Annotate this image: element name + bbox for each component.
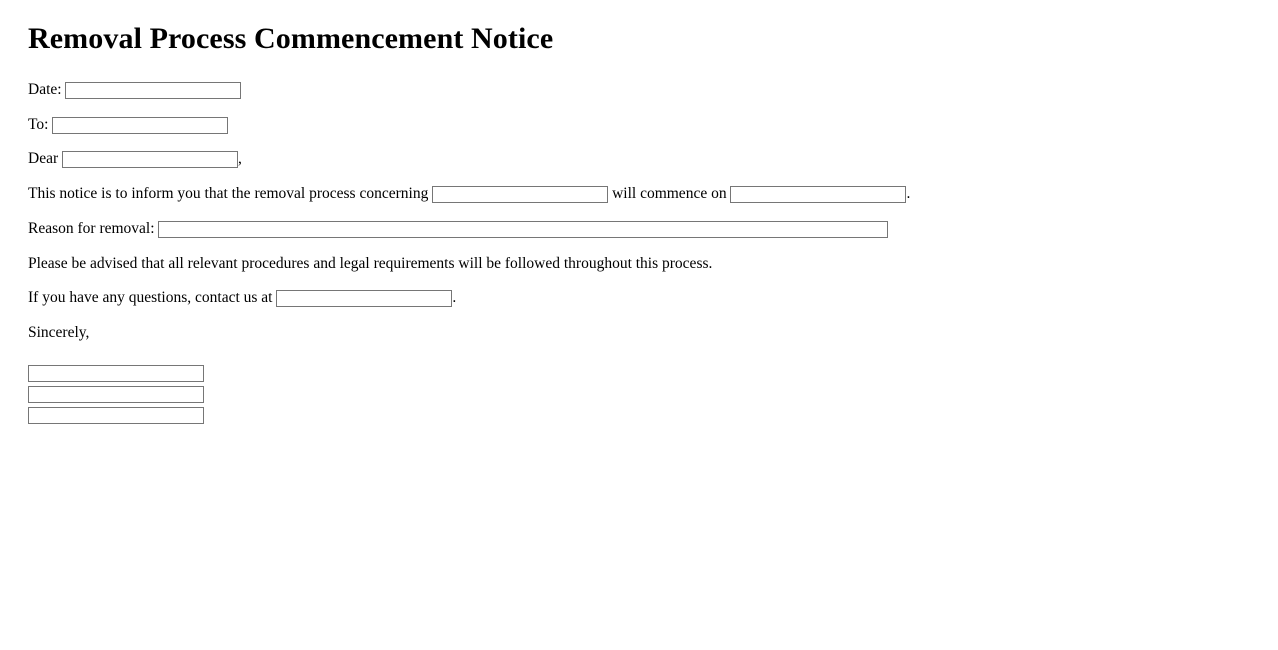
dear-label: Dear <box>28 150 59 168</box>
salutation-name-input[interactable] <box>62 151 238 168</box>
closing-line <box>28 324 1250 343</box>
signature-organization-input[interactable] <box>28 407 204 424</box>
subject-input[interactable] <box>432 186 608 203</box>
notice-body-line <box>28 185 1250 204</box>
signature-title-input[interactable] <box>28 386 204 403</box>
reason-label: Reason for removal: <box>28 220 155 238</box>
date-input[interactable] <box>65 82 241 99</box>
to-label: To: <box>28 115 49 133</box>
contact-input[interactable] <box>276 290 452 307</box>
notice-prefix-text: This notice is to inform you that the removal process concerning <box>28 185 429 203</box>
closing-text: Sincerely, <box>28 324 90 342</box>
notice-period: . <box>906 185 911 203</box>
page-title: Removal Process Commencement Notice <box>28 22 554 55</box>
signature-block <box>28 365 1250 424</box>
contact-prefix-text: If you have any questions, contact us at <box>28 289 273 307</box>
salutation-comma: , <box>238 150 242 168</box>
commencement-date-input[interactable] <box>730 186 906 203</box>
contact-period: . <box>452 289 457 307</box>
contact-line <box>28 289 1250 308</box>
notice-middle-text: will commence on <box>612 185 727 203</box>
advisory-line <box>28 255 1250 274</box>
date-line <box>28 81 1250 100</box>
salutation-line <box>28 150 1250 169</box>
recipient-input[interactable] <box>52 117 228 134</box>
reason-input[interactable] <box>158 221 888 238</box>
reason-line <box>28 220 1250 239</box>
to-line <box>28 116 1250 135</box>
advisory-text: Please be advised that all relevant procedures and legal requirements will be followed throughout this process. <box>28 254 713 272</box>
signature-name-input[interactable] <box>28 365 204 382</box>
date-label: Date: <box>28 81 62 99</box>
